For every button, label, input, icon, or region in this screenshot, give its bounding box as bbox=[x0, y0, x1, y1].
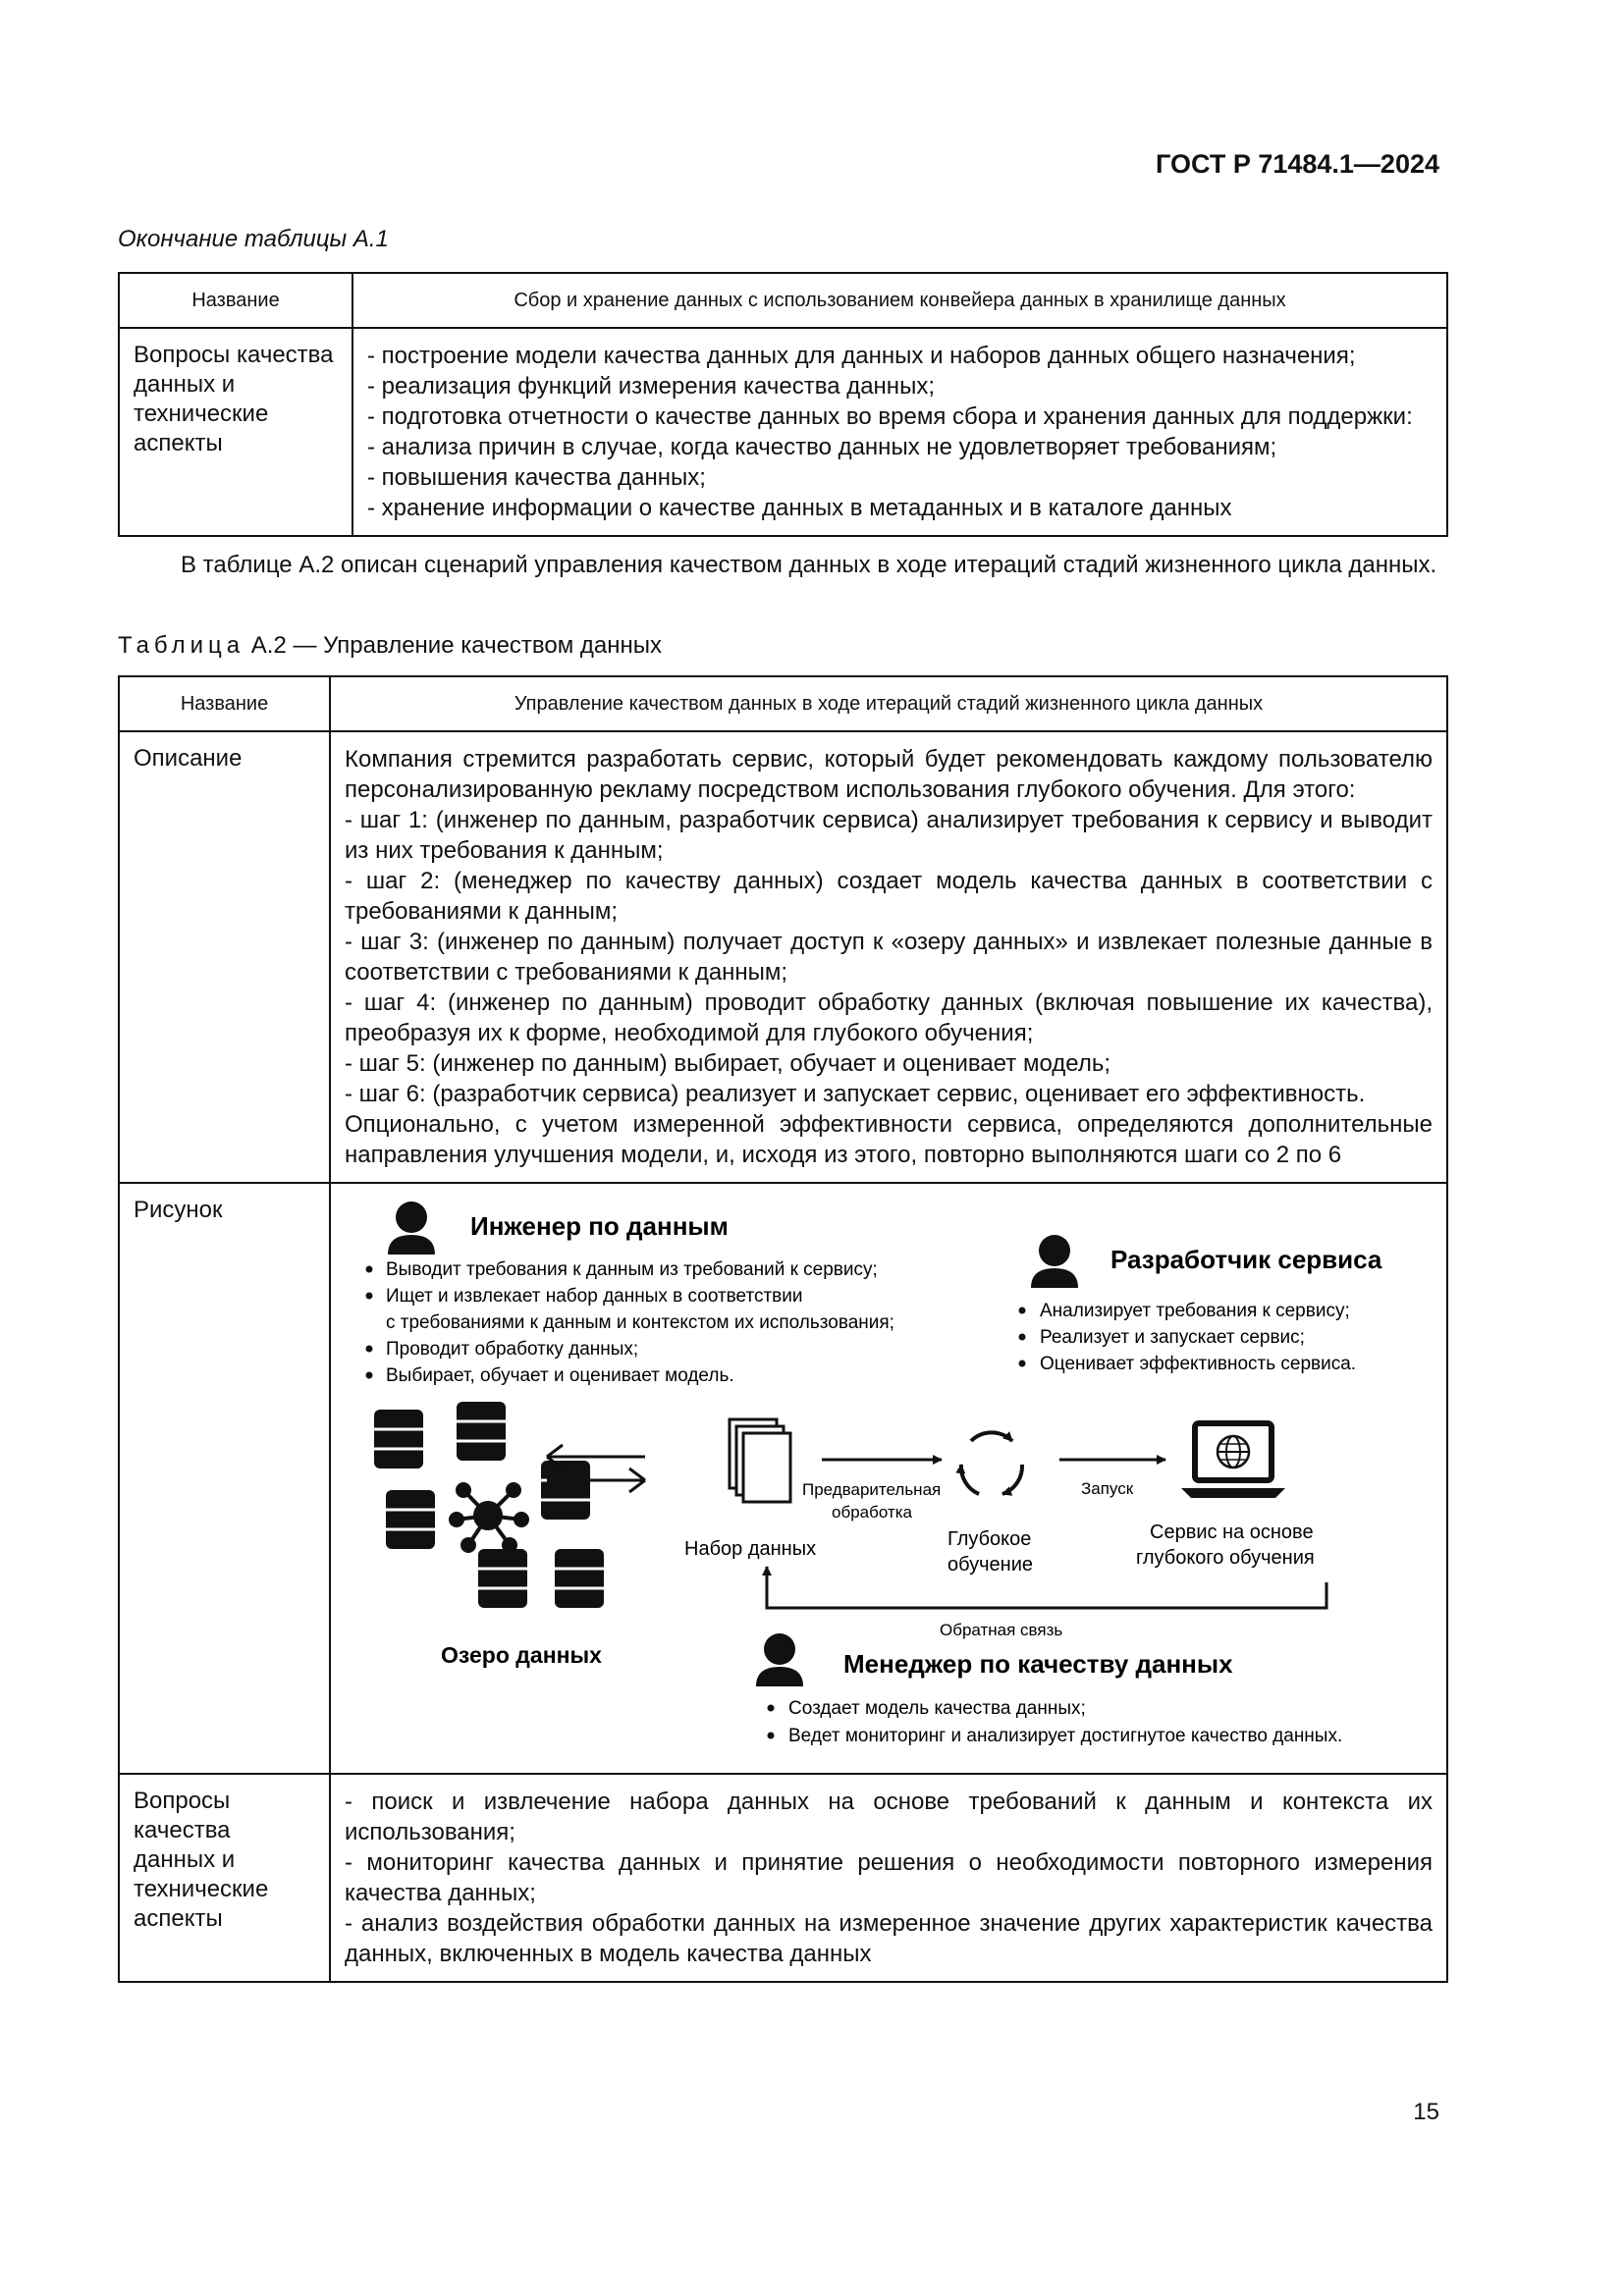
table-header-row bbox=[119, 676, 1447, 731]
database-icon bbox=[374, 1410, 423, 1468]
table-a2 bbox=[118, 675, 1448, 1983]
header-title-cell: Сбор и хранение данных с использованием конвейера данных в хранилище данных bbox=[352, 273, 1447, 328]
row-label-cell: Описание bbox=[119, 731, 330, 1183]
preprocessing-label: Предварительная bbox=[802, 1480, 942, 1499]
launch-label: Запуск bbox=[1081, 1479, 1134, 1498]
list-item: - шаг 1: (инженер по данным, разработчик сервиса) анализирует требования к сервису и выводит из них требования к данным; bbox=[345, 807, 1433, 864]
list-item: Выбирает, обучает и оценивает модель. bbox=[386, 1365, 734, 1386]
list-item: Ведет мониторинг и анализирует достигнутое качество данных. bbox=[788, 1726, 1343, 1746]
document-number: ГОСТ Р 71484.1—2024 bbox=[1156, 149, 1439, 179]
laptop-globe-icon bbox=[1181, 1423, 1285, 1498]
list-item: - подготовка отчетности о качестве данных во время сбора и хранения данных для поддержки: bbox=[367, 403, 1413, 430]
person-icon bbox=[388, 1201, 435, 1255]
header-name-cell: Название bbox=[119, 273, 352, 328]
header-title-cell: Управление качеством данных в ходе итераций стадий жизненного цикла данных bbox=[330, 676, 1447, 731]
list-item: - анализа причин в случае, когда качество данных не удовлетворяет требованиям; bbox=[367, 434, 1277, 460]
feedback-label: Обратная связь bbox=[940, 1621, 1063, 1639]
row-label-cell: Рисунок bbox=[119, 1183, 330, 1774]
service-label: Сервис на основе bbox=[1150, 1522, 1314, 1543]
list-item: - шаг 3: (инженер по данным) получает доступ к «озеру данных» и извлекает полезные данные в соответствии с требованиями к данным; bbox=[345, 929, 1433, 986]
table-row bbox=[119, 328, 1447, 536]
list-item: Анализирует требования к сервису; bbox=[1040, 1301, 1350, 1321]
documents-icon bbox=[730, 1419, 790, 1502]
dataset-label: Набор данных bbox=[684, 1538, 817, 1560]
developer-title: Разработчик сервиса bbox=[1110, 1245, 1382, 1274]
list-item: - поиск и извлечение набора данных на основе требований к данным и контекста их использования; bbox=[345, 1789, 1433, 1845]
list-item: - реализация функций измерения качества данных; bbox=[367, 373, 935, 400]
data-quality-diagram bbox=[331, 1184, 1446, 1765]
engineer-bullets bbox=[366, 1259, 894, 1386]
database-icon bbox=[386, 1490, 435, 1549]
aspects-cell bbox=[330, 1774, 1447, 1982]
list-item: - мониторинг качества данных и принятие решения о необходимости повторного измерения качества данных; bbox=[345, 1849, 1433, 1906]
database-icon bbox=[555, 1549, 604, 1608]
paragraph-text: В таблице А.2 описан сценарий управления качеством данных в ходе итераций стадий жизненного цикла данных. bbox=[181, 552, 1437, 578]
table-row-aspects bbox=[119, 1774, 1447, 1982]
list-item: Компания стремится разработать сервис, который будет рекомендовать каждому пользователю персонализированную рекламу посредством использования глубокого обучения. Для этого: bbox=[345, 746, 1433, 803]
figure-cell bbox=[330, 1183, 1447, 1774]
description-cell bbox=[330, 731, 1447, 1183]
manager-bullets bbox=[768, 1698, 1343, 1746]
manager-title: Менеджер по качеству данных bbox=[843, 1649, 1233, 1679]
caption-word: Таблица bbox=[118, 632, 245, 659]
data-lake-label: Озеро данных bbox=[441, 1642, 602, 1668]
table-a1 bbox=[118, 272, 1448, 537]
list-item: с требованиями к данным и контекстом их использования; bbox=[386, 1312, 894, 1333]
caption-title: А.2 — Управление качеством данных bbox=[244, 632, 663, 659]
list-item: - построение модели качества данных для данных и наборов данных общего назначения; bbox=[367, 343, 1356, 369]
list-item: - шаг 6: (разработчик сервиса) реализует и запускает сервис, оценивает его эффективность. bbox=[345, 1081, 1366, 1107]
list-item: Реализует и запускает сервис; bbox=[1040, 1327, 1305, 1348]
table-row-description bbox=[119, 731, 1447, 1183]
table-continuation-caption: Окончание таблицы А.1 bbox=[118, 226, 389, 252]
body-paragraph bbox=[118, 550, 1439, 581]
list-item: - шаг 2: (менеджер по качеству данных) создает модель качества данных в соответствии с требованиями к данным; bbox=[345, 868, 1433, 925]
preprocessing-label: обработка bbox=[832, 1503, 912, 1522]
table-row-figure bbox=[119, 1183, 1447, 1774]
list-item: - шаг 5: (инженер по данным) выбирает, обучает и оценивает модель; bbox=[345, 1050, 1111, 1077]
list-item: Проводит обработку данных; bbox=[386, 1339, 639, 1360]
header-name-cell: Название bbox=[119, 676, 330, 731]
list-item: - хранение информации о качестве данных в метаданных и в каталоге данных bbox=[367, 495, 1232, 521]
deep-learning-label: Глубокое bbox=[947, 1528, 1032, 1550]
list-item: Ищет и извлекает набор данных в соответствии bbox=[386, 1286, 803, 1307]
row-label-cell: Вопросы качества данных и технические аспекты bbox=[119, 1774, 330, 1982]
engineer-title: Инженер по данным bbox=[470, 1211, 729, 1241]
person-icon bbox=[1031, 1235, 1078, 1288]
deep-learning-label: обучение bbox=[947, 1554, 1034, 1575]
list-item: - шаг 4: (инженер по данным) проводит обработку данных (включая повышение их качества), преобразуя их к форме, необходимой для глубокого обучения; bbox=[345, 989, 1433, 1046]
list-item: - анализ воздействия обработки данных на измеренное значение других характеристик качества данных, включенных в модель качества данных bbox=[345, 1910, 1433, 1967]
database-icon bbox=[457, 1402, 506, 1461]
database-icon bbox=[541, 1461, 590, 1520]
person-icon bbox=[756, 1633, 803, 1686]
row-label-cell: Вопросы качества данных и технические аспекты bbox=[119, 328, 352, 536]
feedback-arrow bbox=[767, 1567, 1326, 1608]
service-label: глубокого обучения bbox=[1136, 1547, 1315, 1569]
network-hub-icon bbox=[451, 1484, 527, 1551]
list-item: - повышения качества данных; bbox=[367, 464, 706, 491]
row-content-cell bbox=[352, 328, 1447, 536]
list-item: Выводит требования к данным из требований к сервису; bbox=[386, 1259, 878, 1280]
cycle-icon bbox=[961, 1432, 1022, 1494]
database-icon bbox=[478, 1549, 527, 1608]
page-number: 15 bbox=[1413, 2099, 1439, 2125]
table-a2-caption bbox=[118, 632, 662, 660]
list-item: Создает модель качества данных; bbox=[788, 1698, 1086, 1719]
list-item: Опционально, с учетом измеренной эффективности сервиса, определяются дополнительные направления улучшения модели, и, исходя из этого, повторно выполняются шаги со 2 по 6 bbox=[345, 1111, 1433, 1168]
table-header-row bbox=[119, 273, 1447, 328]
list-item: Оценивает эффективность сервиса. bbox=[1040, 1354, 1357, 1374]
developer-bullets bbox=[1019, 1301, 1357, 1374]
